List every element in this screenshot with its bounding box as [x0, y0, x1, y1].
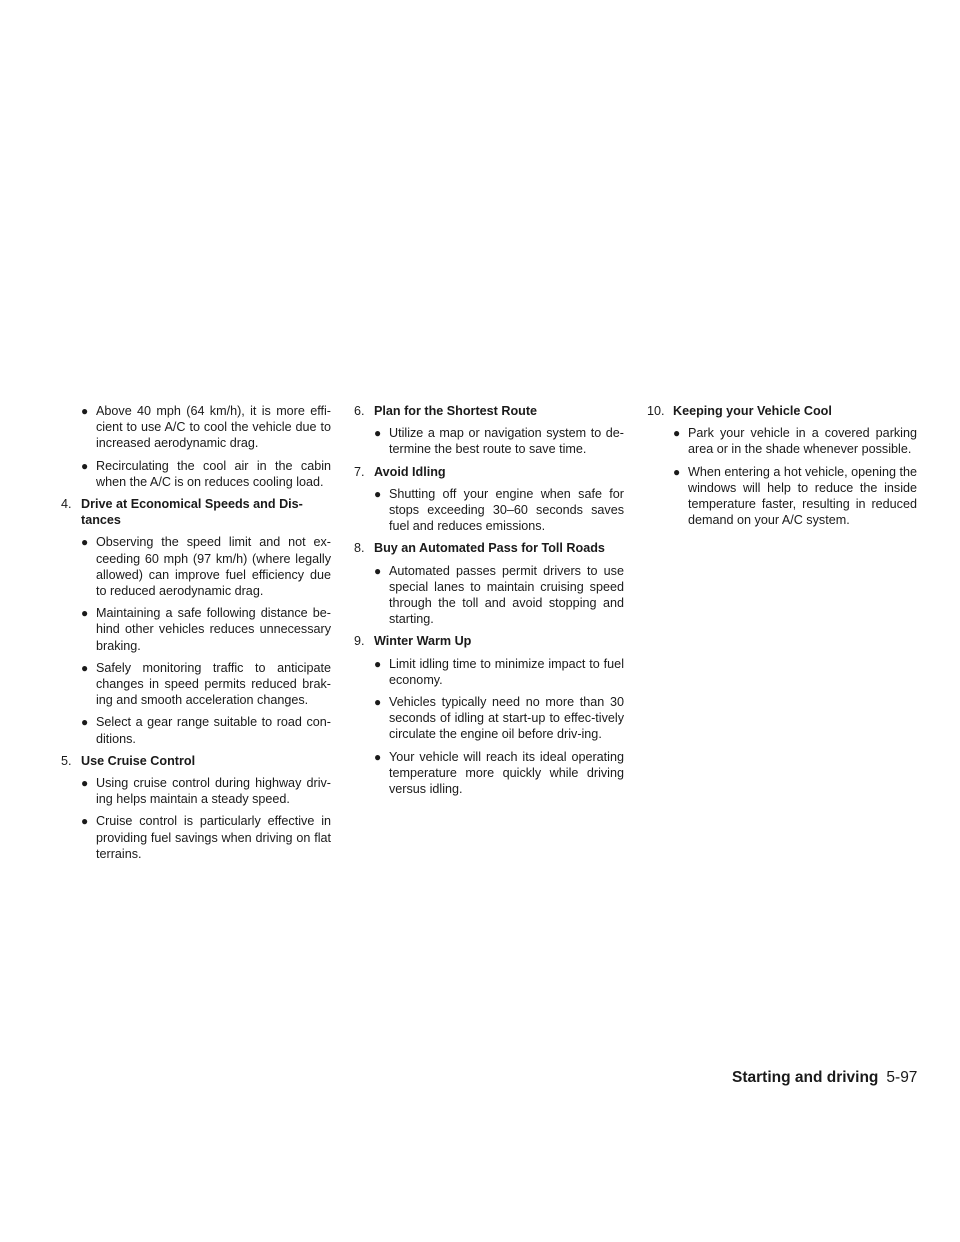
bullet-item	[374, 486, 624, 535]
section	[647, 403, 917, 528]
section	[61, 403, 331, 490]
bullet-text: Select a gear range suitable to road con-ditions.	[96, 715, 331, 746]
bullet-text: Limit idling time to minimize impact to fuel economy.	[389, 656, 624, 687]
column-right	[647, 403, 917, 534]
column-middle	[354, 403, 624, 803]
bullet-text: When entering a hot vehicle, opening the windows will help to reduce the inside temperature faster, resulting in reduced demand on your A/C system.	[688, 464, 917, 528]
section-number: 9.	[354, 634, 365, 649]
section	[354, 403, 624, 458]
bullet-list	[61, 534, 331, 746]
bullet-text: Safely monitoring traffic to anticipate changes in speed permits reduced brak-ing and smooth acceleration changes.	[96, 660, 331, 708]
section-number: 10.	[647, 404, 665, 418]
section-heading	[61, 496, 331, 528]
bullet-text: Vehicles typically need no more than 30 seconds of idling at start-up to effec-tively circulate the engine oil before driv-ing.	[389, 695, 624, 742]
section-title: Plan for the Shortest Route	[374, 404, 538, 418]
column-left	[61, 403, 331, 868]
page-number: 5-97	[886, 1069, 918, 1086]
bullet-dot-icon: ●	[374, 486, 382, 501]
bullet-item	[374, 656, 624, 688]
section-number: 4.	[61, 497, 72, 512]
section-heading	[354, 633, 624, 649]
bullet-text: Automated passes permit drivers to use special lanes to maintain cruising speed through the toll and avoid stopping and starting.	[389, 563, 624, 627]
section-title: Winter Warm Up	[374, 634, 472, 649]
section	[354, 464, 624, 535]
section	[61, 753, 331, 862]
bullet-dot-icon: ●	[81, 776, 89, 791]
bullet-list	[647, 425, 917, 528]
section-number: 7.	[354, 464, 365, 479]
section-heading	[354, 540, 624, 556]
bullet-dot-icon: ●	[374, 695, 382, 710]
bullet-dot-icon: ●	[374, 749, 382, 764]
bullet-dot-icon: ●	[81, 404, 89, 418]
bullet-item	[374, 425, 624, 457]
bullet-text: Utilize a map or navigation system to de-termine the best route to save time.	[389, 426, 624, 457]
bullet-dot-icon: ●	[81, 606, 89, 621]
section-number: 8.	[354, 541, 365, 556]
bullet-list	[354, 486, 624, 535]
bullet-list	[61, 775, 331, 862]
section-number: 5.	[61, 753, 72, 768]
bullet-list	[354, 425, 624, 457]
section-number: 6.	[354, 404, 365, 418]
bullet-item	[81, 534, 331, 599]
bullet-dot-icon: ●	[374, 426, 382, 441]
bullet-text: Observing the speed limit and not ex-ceeding 60 mph (97 km/h) (where legally allowed) can improve fuel efficiency due to reduced aerodynamic drag.	[96, 535, 331, 599]
bullet-dot-icon: ●	[81, 715, 89, 730]
bullet-text: Cruise control is particularly effective in providing fuel savings when driving on flat terrains.	[96, 814, 331, 861]
bullet-item	[81, 605, 331, 654]
page-footer	[732, 1069, 917, 1087]
bullet-item	[81, 403, 331, 452]
section	[61, 496, 331, 747]
bullet-item	[81, 813, 331, 862]
section-title: Drive at Economical Speeds and Dis-tances	[81, 497, 303, 528]
bullet-dot-icon: ●	[81, 458, 89, 473]
chapter-title: Starting and driving	[732, 1069, 879, 1086]
section	[354, 633, 624, 797]
section-title: Keeping your Vehicle Cool	[673, 404, 832, 418]
bullet-item	[673, 464, 917, 529]
bullet-item	[81, 775, 331, 807]
bullet-item	[374, 563, 624, 628]
bullet-text: Shutting off your engine when safe for stops exceeding 30–60 seconds saves fuel and reduces emissions.	[389, 486, 624, 534]
bullet-text: Your vehicle will reach its ideal operating temperature more quickly while driving versus idling.	[389, 749, 624, 797]
bullet-item	[374, 749, 624, 798]
bullet-text: Maintaining a safe following distance be-hind other vehicles reduces unnecessary braking.	[96, 606, 331, 653]
bullet-dot-icon: ●	[673, 464, 681, 479]
section-heading	[61, 753, 331, 769]
bullet-text: Using cruise control during highway driv-ing helps maintain a steady speed.	[96, 776, 331, 807]
bullet-dot-icon: ●	[374, 563, 382, 578]
bullet-list	[61, 403, 331, 490]
section-title: Use Cruise Control	[81, 753, 196, 768]
section-title: Avoid Idling	[374, 464, 446, 479]
bullet-dot-icon: ●	[673, 426, 681, 441]
section-heading	[647, 403, 917, 419]
bullet-dot-icon: ●	[81, 535, 89, 550]
bullet-list	[354, 656, 624, 798]
bullet-list	[354, 563, 624, 628]
section-heading	[354, 403, 624, 419]
section	[354, 540, 624, 627]
bullet-dot-icon: ●	[81, 814, 89, 829]
bullet-dot-icon: ●	[374, 656, 382, 671]
bullet-text: Recirculating the cool air in the cabin when the A/C is on reduces cooling load.	[96, 458, 331, 489]
bullet-text: Above 40 mph (64 km/h), it is more effi-cient to use A/C to cool the vehicle due to increased aerodynamic drag.	[96, 404, 331, 451]
bullet-text: Park your vehicle in a covered parking area or in the shade whenever possible.	[688, 426, 917, 457]
bullet-item	[81, 458, 331, 490]
bullet-item	[673, 425, 917, 457]
section-heading	[354, 464, 624, 480]
bullet-item	[374, 694, 624, 743]
bullet-dot-icon: ●	[81, 660, 89, 675]
bullet-item	[81, 714, 331, 746]
bullet-item	[81, 660, 331, 709]
section-title: Buy an Automated Pass for Toll Roads	[374, 541, 605, 556]
